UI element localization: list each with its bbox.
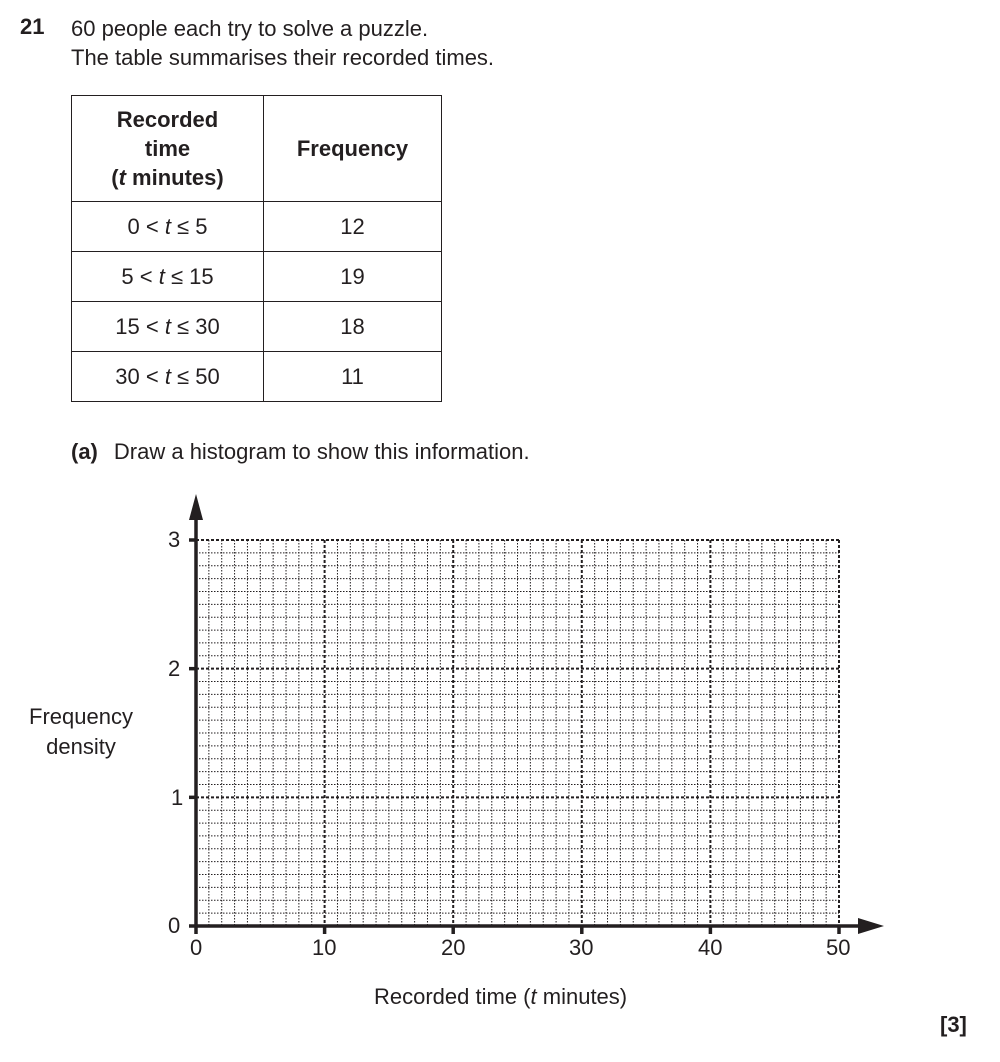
hi: 50 [195, 363, 220, 389]
lo: 0 [127, 213, 140, 239]
x-label-text: Recorded time ( [374, 984, 531, 1009]
y-tick-2: 2 [168, 656, 181, 681]
hi: 30 [195, 313, 220, 339]
y-axis-label [20, 702, 142, 762]
x-tick-0: 0 [190, 935, 203, 960]
x-tick-20: 20 [441, 935, 466, 960]
x-label-text: minutes) [536, 984, 628, 1009]
header-line: time [144, 136, 191, 161]
question-number: 21 [20, 14, 45, 39]
marks-badge: [3] [940, 1012, 967, 1037]
y-tick-0: 0 [168, 913, 181, 938]
lo: 30 [115, 363, 140, 389]
variable-t: t [530, 984, 537, 1009]
question-line-1: 60 people each try to solve a puzzle. [71, 16, 429, 41]
x-tick-50: 50 [826, 935, 851, 960]
lo: 5 [121, 263, 134, 289]
variable-t: t [158, 263, 165, 289]
hi: 5 [195, 213, 208, 239]
frequency-cell: 11 [264, 352, 442, 402]
hi: 15 [189, 263, 214, 289]
header-text: minutes) [125, 165, 224, 190]
interval-cell: 15 < t ≤ 30 [72, 302, 264, 352]
x-axis-label [374, 984, 627, 1010]
part-label: (a) [71, 439, 98, 464]
interval-cell: 30 < t ≤ 50 [72, 352, 264, 402]
x-tick-40: 40 [698, 935, 723, 960]
x-tick-10: 10 [312, 935, 337, 960]
variable-t: t [164, 213, 171, 239]
y-tick-3: 3 [168, 527, 181, 552]
frequency-cell: 12 [264, 202, 442, 252]
frequency-cell: 19 [264, 252, 442, 302]
lo: 15 [115, 313, 140, 339]
y-tick-1: 1 [171, 785, 184, 810]
header-line: Recorded [116, 107, 219, 132]
frequency-cell: 18 [264, 302, 442, 352]
part-text: Draw a histogram to show this information. [113, 439, 530, 464]
paren: ( [111, 165, 119, 190]
header-frequency: Frequency [264, 96, 442, 202]
x-tick-30: 30 [569, 935, 594, 960]
interval-cell: 5 < t ≤ 15 [72, 252, 264, 302]
variable-t: t [164, 363, 171, 389]
variable-t: t [164, 313, 171, 339]
variable-t: t [118, 165, 126, 190]
y-label-line: density [46, 734, 116, 759]
question-line-2: The table summarises their recorded times. [71, 45, 495, 70]
interval-cell: 0 < t ≤ 5 [72, 202, 264, 252]
y-label-line: Frequency [29, 704, 133, 729]
